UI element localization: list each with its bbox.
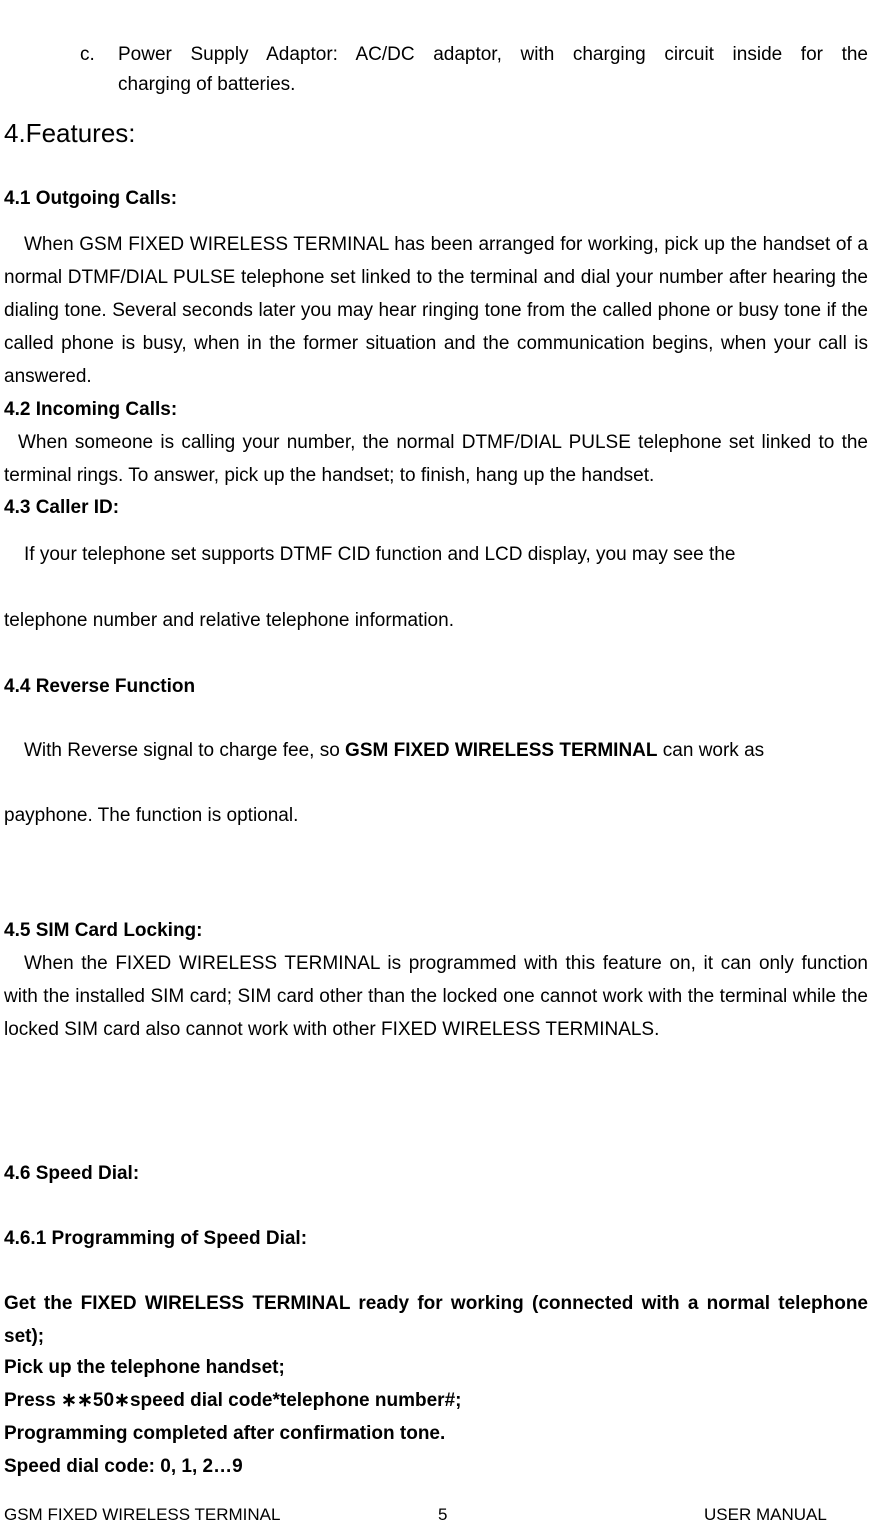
footer-left: GSM FIXED WIRELESS TERMINAL: [4, 1505, 281, 1524]
reverse-function-line-1: [24, 734, 868, 767]
reverse-text-post: can work as: [657, 740, 765, 761]
caller-id-line-2: telephone number and relative telephone information.: [4, 610, 454, 631]
heading-reverse-function: 4.4 Reverse Function: [4, 676, 196, 697]
footer-right: USER MANUAL: [704, 1505, 827, 1524]
speed-dial-step-2: Pick up the telephone handset;: [4, 1357, 285, 1378]
caller-id-line-1: If your telephone set supports DTMF CID function and LCD display, you may see the: [24, 544, 736, 565]
paragraph-outgoing-calls: When GSM FIXED WIRELESS TERMINAL has been arranged for working, pick up the handset of a normal DTMF/DIAL PULSE telephone set linked to the terminal and dial your number after hearing the dialing tone. Several seconds later you may hear ringing tone from the called phone or busy tone if the called phone is busy, when in the former situation and the communication begins, when your call is answered.: [4, 234, 868, 387]
speed-dial-step-3: Press ∗∗50∗speed dial code*telephone number#;: [4, 1390, 462, 1411]
paragraph-sim-card-locking: When the FIXED WIRELESS TERMINAL is programmed with this feature on, it can only function with the installed SIM card; SIM card other than the locked one cannot work with the terminal while the locked SIM card also cannot work with other FIXED WIRELESS TERMINALS.: [4, 953, 868, 1040]
heading-programming-speed-dial: 4.6.1 Programming of Speed Dial:: [4, 1228, 308, 1249]
heading-speed-dial: 4.6 Speed Dial:: [4, 1163, 140, 1184]
reverse-function-line-2: payphone. The function is optional.: [4, 805, 299, 826]
section-title: 4.Features:: [4, 118, 136, 148]
list-item-line-2: charging of batteries.: [118, 74, 296, 95]
list-item-line-1: Power Supply Adaptor: AC/DC adaptor, with charging circuit inside for the: [118, 44, 868, 65]
heading-outgoing-calls: 4.1 Outgoing Calls:: [4, 188, 178, 209]
speed-dial-step-5: Speed dial code: 0, 1, 2…9: [4, 1456, 243, 1477]
heading-incoming-calls: 4.2 Incoming Calls:: [4, 399, 178, 420]
speed-dial-step-1: Get the FIXED WIRELESS TERMINAL ready for working (connected with a normal telephone set);: [4, 1293, 868, 1347]
footer-page-number: 5: [438, 1505, 448, 1524]
heading-caller-id: 4.3 Caller ID:: [4, 497, 120, 518]
speed-dial-step-4: Programming completed after confirmation tone.: [4, 1423, 446, 1444]
list-marker: c.: [80, 44, 95, 65]
reverse-text-pre: With Reverse signal to charge fee, so: [24, 740, 346, 761]
paragraph-incoming-calls: When someone is calling your number, the normal DTMF/DIAL PULSE telephone set linked to the terminal rings. To answer, pick up the handset; to finish, hang up the handset.: [4, 432, 868, 486]
reverse-text-bold: GSM FIXED WIRELESS TERMINAL: [345, 740, 658, 761]
heading-sim-card-locking: 4.5 SIM Card Locking:: [4, 920, 203, 941]
